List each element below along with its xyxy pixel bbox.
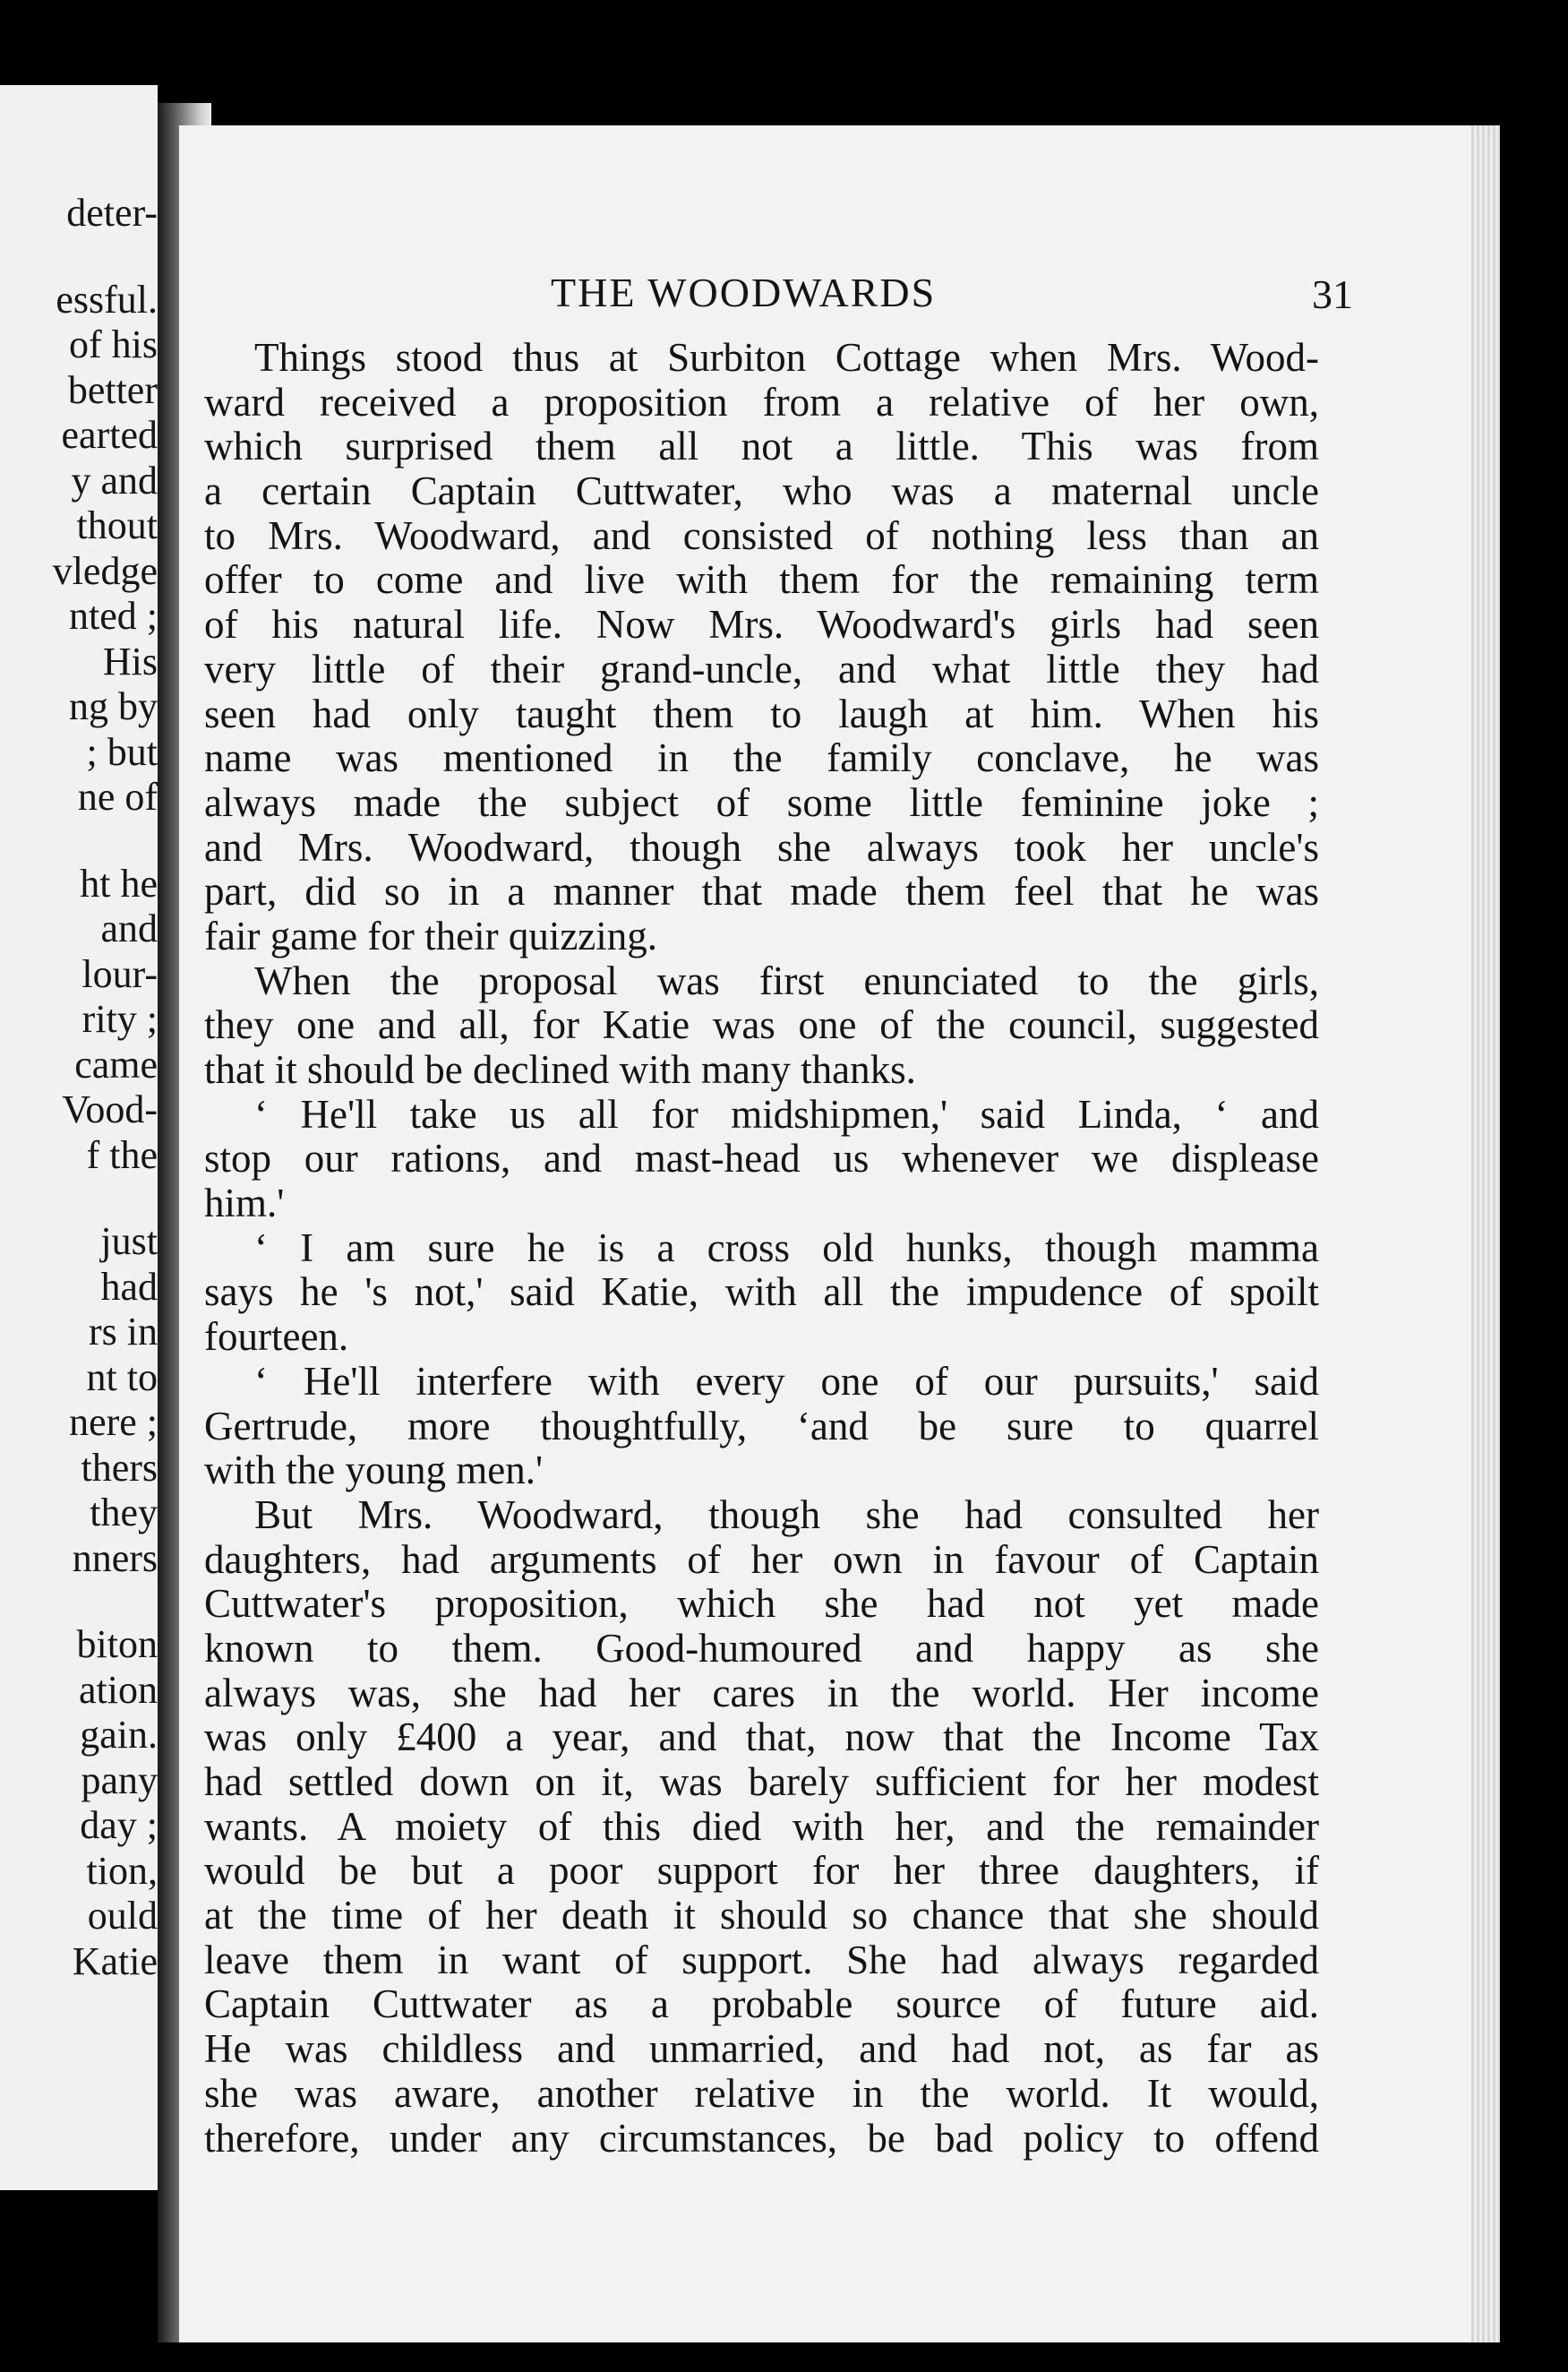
previous-page-line-fragment: biton bbox=[76, 1622, 158, 1666]
text-line: Gertrude, more thoughtfully, ‘and be sure to quarrel bbox=[204, 1403, 1319, 1448]
text-line: at the time of her death it should so chance that she should bbox=[204, 1893, 1319, 1938]
previous-page-line-fragment: tion, bbox=[86, 1848, 158, 1893]
previous-page-line-fragment: and bbox=[100, 907, 158, 950]
text-line: ‘ He'll take us all for midshipmen,' said Linda, ‘ and bbox=[254, 1091, 1319, 1137]
previous-page-line-fragment: nted ; bbox=[69, 594, 158, 638]
previous-page-line-fragment: ation bbox=[79, 1667, 158, 1712]
text-line: offer to come and live with them for the remaining term bbox=[204, 557, 1319, 603]
text-line: name was mentioned in the family conclave, he was bbox=[204, 735, 1319, 781]
text-line: therefore, under any circumstances, be bad policy to offend bbox=[204, 2115, 1319, 2161]
text-line: fair game for their quizzing. bbox=[204, 913, 658, 958]
text-line: Captain Cuttwater as a probable source of future aid. bbox=[204, 1981, 1319, 2027]
text-line: ‘ He'll interfere with every one of our pursuits,' said bbox=[254, 1358, 1319, 1404]
text-line: a certain Captain Cuttwater, who was a maternal uncle bbox=[204, 468, 1319, 514]
previous-page-line-fragment: thout bbox=[76, 503, 158, 547]
previous-page-line-fragment: nt to bbox=[86, 1354, 158, 1399]
text-line: Cuttwater's proposition, which she had not yet made bbox=[204, 1581, 1319, 1627]
text-line: But Mrs. Woodward, though she had consulted her bbox=[254, 1491, 1319, 1537]
previous-page-line-fragment: y and bbox=[71, 458, 158, 503]
previous-page-line-fragment: ; but bbox=[86, 729, 158, 774]
text-line: that it should be declined with many thanks. bbox=[204, 1047, 916, 1092]
text-line: and Mrs. Woodward, though she always took her uncle's bbox=[204, 824, 1319, 870]
text-line: had settled down on it, was barely sufficient for her modest bbox=[204, 1759, 1319, 1804]
previous-page-line-fragment: vledge bbox=[52, 548, 158, 593]
text-line: daughters, had arguments of her own in favour of Captain bbox=[204, 1536, 1319, 1582]
previous-page-line-fragment: gain. bbox=[80, 1713, 158, 1757]
previous-page-line-fragment: ne of bbox=[77, 775, 158, 819]
previous-page-line-fragment: better bbox=[67, 367, 158, 412]
text-line: they one and all, for Katie was one of the council, suggested bbox=[204, 1002, 1319, 1048]
previous-page-line-fragment: ould bbox=[87, 1894, 158, 1938]
previous-page-line-fragment: ng by bbox=[69, 684, 158, 728]
text-line: very little of their grand-uncle, and what little they had bbox=[204, 646, 1319, 692]
text-line: wants. A moiety of this died with her, and the remainder bbox=[204, 1803, 1319, 1849]
current-page bbox=[179, 125, 1500, 2342]
running-head: THE WOODWARDS bbox=[551, 270, 937, 315]
previous-page-line-fragment: deter- bbox=[66, 191, 158, 235]
text-line: ‘ I am sure he is a cross old hunks, though mamma bbox=[254, 1225, 1319, 1270]
text-line: which surprised them all not a little. This was from bbox=[204, 424, 1319, 469]
previous-page-line-fragment: of his bbox=[69, 322, 158, 366]
previous-page-line-fragment: essful. bbox=[56, 277, 158, 322]
previous-page-line-fragment: rs in bbox=[89, 1310, 158, 1354]
text-line: When the proposal was first enunciated to the girls, bbox=[254, 958, 1319, 1003]
text-line: says he 's not,' said Katie, with all the impudence of spoilt bbox=[204, 1269, 1319, 1315]
page-body-text bbox=[204, 336, 1319, 2161]
previous-page-line-fragment: earted bbox=[61, 413, 158, 457]
previous-page-line-fragment: f the bbox=[86, 1132, 158, 1177]
page-edge bbox=[1471, 125, 1500, 2342]
text-line: stop our rations, and mast-head us whenever we displease bbox=[204, 1136, 1319, 1182]
text-line: always made the subject of some little feminine joke ; bbox=[204, 779, 1319, 825]
previous-page-line-fragment: day ; bbox=[80, 1803, 158, 1847]
text-line: to Mrs. Woodward, and consisted of nothing less than an bbox=[204, 512, 1319, 558]
text-line: him.' bbox=[204, 1181, 285, 1226]
previous-page-line-fragment: Katie bbox=[72, 1938, 158, 1983]
text-line: of his natural life. Now Mrs. Woodward's girls had seen bbox=[204, 602, 1319, 648]
text-line: was only £400 a year, and that, now that the Income Tax bbox=[204, 1715, 1319, 1760]
previous-page-line-fragment: His bbox=[102, 639, 158, 683]
previous-page-line-fragment: lour- bbox=[81, 951, 158, 996]
previous-page-line-fragment: nere ; bbox=[69, 1400, 158, 1444]
text-line: He was childless and unmarried, and had not, as far as bbox=[204, 2026, 1319, 2072]
text-line: she was aware, another relative in the world. It would, bbox=[204, 2070, 1319, 2116]
previous-page-line-fragment: pany bbox=[81, 1758, 158, 1802]
previous-page-line-fragment: had bbox=[100, 1264, 158, 1309]
previous-page-line-fragment: ht he bbox=[80, 861, 158, 906]
previous-page-line-fragment: rity ; bbox=[81, 997, 158, 1041]
previous-page-line-fragment: just bbox=[100, 1219, 158, 1263]
text-line: seen had only taught them to laugh at him. When his bbox=[204, 691, 1319, 736]
previous-page-line-fragment: they bbox=[90, 1491, 158, 1534]
previous-page bbox=[0, 85, 158, 2190]
text-line: known to them. Good-humoured and happy as she bbox=[204, 1625, 1319, 1671]
text-line: part, did so in a manner that made them feel that he was bbox=[204, 869, 1319, 915]
page-number: 31 bbox=[1312, 271, 1353, 317]
text-line: leave them in want of support. She had always regarded bbox=[204, 1937, 1319, 1982]
text-line: ward received a proposition from a relative of her own, bbox=[204, 379, 1319, 425]
text-line: would be but a poor support for her three daughters, if bbox=[204, 1848, 1319, 1894]
previous-page-line-fragment: Vood- bbox=[62, 1087, 158, 1131]
previous-page-line-fragment: nners bbox=[72, 1535, 158, 1580]
text-line: fourteen. bbox=[204, 1314, 349, 1360]
previous-page-line-fragment: thers bbox=[81, 1445, 158, 1490]
previous-page-line-fragment: came bbox=[74, 1042, 158, 1087]
text-line: Things stood thus at Surbiton Cottage when Mrs. Wood- bbox=[254, 335, 1319, 380]
text-line: always was, she had her cares in the world. Her income bbox=[204, 1670, 1319, 1715]
text-line: with the young men.' bbox=[204, 1448, 544, 1493]
